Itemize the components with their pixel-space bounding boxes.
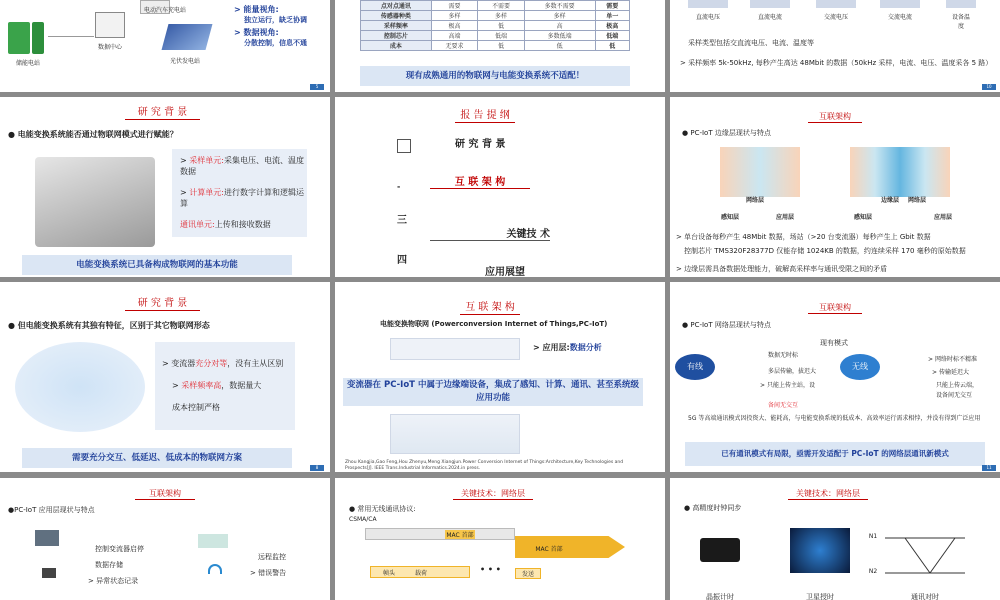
- row-header: 控制芯片: [361, 31, 432, 41]
- app-left-2: 数据存储: [95, 561, 123, 569]
- 5g-note: 5G 等高端通讯模式因投资大、能耗高，与电能变换系统的低成本、高效率运行需求相悖，并没有得到广泛应用: [688, 415, 981, 422]
- slide-9: [670, 282, 1000, 472]
- frame-mac-top: MAC 首部: [446, 532, 474, 539]
- monitor-icon: [198, 534, 228, 548]
- outline-item-3: 关键技 术: [430, 229, 550, 241]
- table-cell: 低: [524, 41, 595, 51]
- protocol-name: CSMA/CA: [349, 516, 377, 523]
- table-row: [361, 1, 630, 11]
- caption-crystal: 晶振计时: [706, 593, 734, 600]
- slide-10: [0, 478, 330, 600]
- caption-satellite: 卫星授时: [806, 593, 834, 600]
- layers-diagram-before: [720, 147, 800, 197]
- slide-3: [670, 0, 1000, 92]
- label-net-b: 网络层: [907, 197, 926, 204]
- line-1: > 单台设备每秒产生 48Mbit 数据，场站（>20 台变流器）每秒产生上 Gbit 数据: [676, 233, 931, 241]
- caption-sync: 通讯对时: [911, 593, 939, 600]
- crystal-icon: [700, 538, 740, 562]
- frame-payload: 载荷: [414, 570, 427, 577]
- frame-mac-arrow: MAC 首部: [535, 546, 563, 553]
- slide-1: [0, 0, 330, 92]
- table-cell: 多样: [478, 11, 525, 21]
- bullet: ● 高精度时钟同步: [684, 504, 742, 512]
- slide-8: [335, 282, 665, 472]
- label-sense-a: 感知层: [720, 214, 739, 221]
- page-number: 8: [310, 465, 324, 471]
- app-layer: > 应用层:数据分析: [533, 343, 602, 352]
- bullet: ● PC-IoT 边缘层现状与特点: [682, 129, 771, 137]
- frame-send: 发送: [515, 568, 541, 579]
- laptop-icon: [35, 530, 59, 546]
- slide-11: [335, 478, 665, 600]
- reference: Zhou Kangjia,Gao Feng,Hou Zhenyu,Meng Xiangjun.Power Conversion Internet of Things:Architecture,Key Technologies and Prospects[J]. IEEE Trans.Industrial Informatics.2024.in press.: [345, 460, 624, 471]
- mode-label: 现有模式: [820, 339, 848, 347]
- page-number: 5: [310, 84, 324, 90]
- table-cell: 多样: [431, 11, 478, 21]
- wired-issue-3: > 只能上传主站，设: [760, 382, 815, 389]
- table-cell: 不需要: [478, 1, 525, 11]
- heading: 电能变换物联网 (Powerconversion Internet of Things,PC-IoT): [380, 320, 608, 328]
- app-left-3: > 异常状态记录: [88, 577, 139, 585]
- frame-head: 帧头: [382, 570, 395, 577]
- table-cell: 多数不需要: [524, 1, 595, 11]
- energy-label: > 能量视角:: [234, 5, 279, 14]
- wireless-issue-2: > 传输延迟大: [932, 369, 969, 376]
- row-header: 采样频率: [361, 21, 432, 31]
- table-cell: 低: [478, 21, 525, 31]
- slide-5: [335, 97, 665, 277]
- energy-text: 独立运行，缺乏协调: [244, 16, 307, 24]
- grid-illustration: [15, 342, 145, 432]
- slide-title: 关键技术：网络层: [788, 488, 868, 500]
- wireless-issue-3: 只能上传云端，: [936, 382, 979, 389]
- table-cell: 需要: [595, 1, 629, 11]
- caption-ev: 电动汽车充电站: [143, 7, 186, 14]
- label-n1: N1: [868, 533, 878, 540]
- line-2: 控制芯片 TMS320F28377D 仅能存储 1024KB 的数据，约连续采样 170 毫秒的原始数据: [684, 247, 966, 255]
- battery-icon: [8, 22, 30, 54]
- sampling-frequency: > 采样频率 5k-50kHz, 每秒产生高达 48Mbit 的数据（50kHz 采样，电流、电压、温度采各 5 路）: [680, 59, 993, 67]
- data-text: 分散控制，信息不通: [244, 39, 307, 47]
- wireless-issue-1: > 网络时标不精准: [928, 356, 977, 363]
- slide-2: [335, 0, 665, 92]
- datacenter-icon: [95, 12, 125, 38]
- item-freq: > 采样频率高，数据量大: [172, 381, 262, 390]
- architecture-top: [390, 338, 520, 360]
- row-header: 传感器种类: [361, 11, 432, 21]
- item-cost: 成本控制严格: [172, 403, 220, 412]
- page-number: 11: [982, 465, 996, 471]
- sync-diagram: [875, 533, 975, 583]
- table-row: [361, 41, 630, 51]
- slide-title: 互联架构: [808, 111, 862, 123]
- table-cell: 极高: [595, 21, 629, 31]
- ac-voltage-icon: [816, 0, 856, 8]
- slide-title: 关键技术：网络层: [453, 488, 533, 500]
- app-left-1: 控制变流器启停: [95, 545, 144, 553]
- banner: 已有通讯模式有局限，亟需开发适配于 PC-IoT 的网络层通讯新模式: [685, 442, 985, 466]
- outline-num-2: -: [397, 182, 401, 191]
- table-row: [361, 21, 630, 31]
- data-label: > 数据视角:: [234, 28, 279, 37]
- frame-dots: • • •: [480, 565, 501, 574]
- router-icon: [42, 568, 56, 578]
- outline-num-1: [397, 139, 411, 153]
- slide-title: 互联架构: [808, 302, 862, 314]
- icon-caption-2: 交流电压: [823, 14, 848, 21]
- outline-num-3: 三: [397, 215, 407, 226]
- item-comm: 通讯单元:上传和接收数据: [180, 220, 271, 229]
- battery-icon-2: [32, 22, 44, 54]
- slide-title: 研 究 背 景: [125, 298, 200, 311]
- temperature-icon: [946, 0, 976, 8]
- item-peer: > 变流器充分对等，没有主从区别: [162, 359, 284, 368]
- pv-panel-icon: [162, 24, 213, 50]
- table-cell: 需要: [431, 1, 478, 11]
- slide-title: 互联架构: [135, 488, 195, 500]
- outline-num-4: 四: [397, 255, 407, 266]
- wired-issue-2: 多层传输，拔迟大: [768, 368, 817, 375]
- outline-item-2: 互 联 架 构: [430, 177, 530, 189]
- icon-caption-0: 直流电压: [695, 14, 720, 21]
- table-cell: 无要求: [431, 41, 478, 51]
- wireless-starburst: 无线: [840, 354, 880, 380]
- label-app-a: 应用层: [775, 214, 794, 221]
- question-bullet: ● 电能变换系统能否通过物联网模式进行赋能？: [8, 130, 178, 139]
- table-row: [361, 11, 630, 21]
- table-cell: 高端: [431, 31, 478, 41]
- outline-item-1: 研 究 背 景: [455, 139, 506, 150]
- wired-issue-1: 数据无时标: [768, 352, 799, 359]
- banner: 需要充分交互、低延迟、低成本的物联网方案: [22, 448, 292, 468]
- table-row: [361, 31, 630, 41]
- satellite-icon: [790, 528, 850, 573]
- architecture-bottom: [390, 414, 520, 454]
- layers-diagram-after: [850, 147, 950, 197]
- slide-12: [670, 478, 1000, 600]
- bullet: ● 但电能变换系统有其独有特征，区别于其它物联网形态: [8, 321, 210, 330]
- ac-current-icon: [880, 0, 920, 8]
- dc-voltage-icon: [688, 0, 728, 8]
- frame-arrow: [515, 536, 625, 558]
- sampling-types: 采样类型包括交直流电压、电流、温度等: [688, 39, 814, 47]
- wired-issue-4: 备间无交互: [768, 402, 799, 409]
- table-cell: 多样: [524, 11, 595, 21]
- banner: 现有成熟通用的物联网与电能变换系统不适配！: [360, 66, 630, 86]
- table-cell: 低: [478, 41, 525, 51]
- item-sampling: > 采样单元:采集电压、电流、温度数据: [180, 156, 304, 176]
- table-cell: 低: [595, 41, 629, 51]
- icon-caption-1: 直流电流: [757, 14, 782, 21]
- caption-datacenter: 数据中心: [97, 44, 122, 51]
- bullet: ●PC-IoT 应用层现状与特点: [8, 506, 95, 514]
- table-cell: 极高: [431, 21, 478, 31]
- app-right-1: 远程监控: [258, 553, 286, 561]
- wired-starburst: 有线: [675, 354, 715, 380]
- wireless-issue-4: 设备间无交互: [936, 392, 973, 399]
- table-cell: 高: [524, 21, 595, 31]
- dc-current-icon: [750, 0, 790, 8]
- network-lines: [48, 36, 94, 37]
- slide-7: [0, 282, 330, 472]
- caption-battery: 储能电站: [15, 60, 40, 67]
- label-n2: N2: [868, 568, 878, 575]
- bullet: ● 常用无线通讯协议:: [349, 505, 416, 513]
- caption-pv: 光伏发电站: [169, 58, 200, 65]
- label-edge-b: 边缘层: [880, 197, 899, 204]
- table-cell: 低端: [595, 31, 629, 41]
- icon-caption-4: 设备温度: [951, 14, 970, 30]
- row-header: 点对点通讯: [361, 1, 432, 11]
- line-3: > 边缘层需具备数据处理能力，破解高采样率与通讯受限之间的矛盾: [676, 265, 888, 273]
- comparison-table: [360, 0, 630, 51]
- frame-top: [365, 528, 515, 540]
- slide-title: 互 联 架 构: [460, 302, 520, 315]
- page-number: 10: [982, 84, 996, 90]
- slide-title: 研 究 背 景: [125, 107, 200, 120]
- converter-photo: [35, 157, 155, 247]
- sensor-icons-row: [688, 0, 988, 30]
- item-compute: > 计算单元:进行数字计算和逻辑运算: [180, 188, 304, 208]
- app-right-2: > 错误警告: [250, 569, 287, 577]
- outline-item-4: 应用展望: [485, 267, 525, 277]
- table-cell: 低端: [478, 31, 525, 41]
- label-net-a: 网络层: [745, 197, 764, 204]
- slide-4: [0, 97, 330, 277]
- table-cell: 多数低端: [524, 31, 595, 41]
- label-sense-b: 感知层: [853, 214, 872, 221]
- slide-title: 报 告 提 纲: [455, 109, 515, 123]
- wifi-icon: [208, 564, 222, 574]
- bullet: ● PC-IoT 网络层现状与特点: [682, 321, 771, 329]
- slide-6: [670, 97, 1000, 277]
- table-cell: 单一: [595, 11, 629, 21]
- banner: 电能变换系统已具备构成物联网的基本功能: [22, 255, 292, 275]
- icon-caption-3: 交流电流: [887, 14, 912, 21]
- label-app-b: 应用层: [933, 214, 952, 221]
- banner: 变流器在 PC-IoT 中属于边缘端设备，集成了感知、计算、通讯、甚至系统级应用功能: [343, 378, 643, 406]
- row-header: 成本: [361, 41, 432, 51]
